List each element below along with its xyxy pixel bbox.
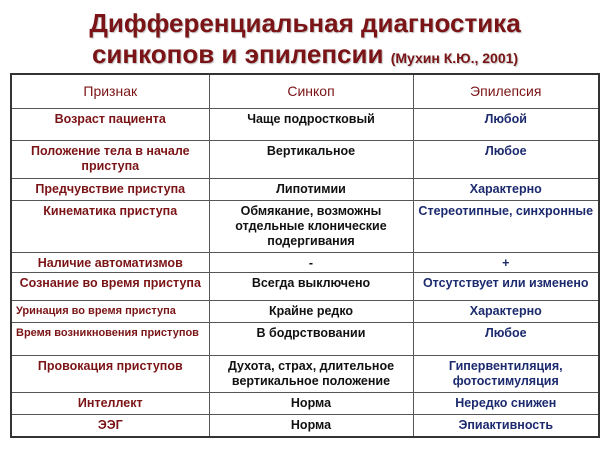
cell-syncope: Обмякание, возможны отдельные клонические подергивания (209, 201, 413, 253)
table-row (11, 140, 599, 178)
slide-title (0, 8, 610, 74)
cell-epilepsy: Любой (413, 108, 599, 140)
cell-sign: ЭЭГ (11, 415, 209, 437)
cell-epilepsy: Стереотипные, синхронные (413, 201, 599, 253)
cell-sign: Положение тела в начале приступа (11, 140, 209, 178)
cell-syncope: Крайне редко (209, 300, 413, 322)
cell-sign: Сознание во время приступа (11, 273, 209, 300)
table-row (11, 273, 599, 300)
header-epilepsy: Эпилепсия (413, 74, 599, 108)
cell-sign: Уринация во время приступа (11, 300, 209, 322)
title-line-1: Дифференциальная диагностика (89, 8, 521, 38)
cell-sign: Кинематика приступа (11, 201, 209, 253)
table-row (11, 355, 599, 392)
header-syncope: Синкоп (209, 74, 413, 108)
table-row (11, 322, 599, 355)
table-row (11, 108, 599, 140)
cell-epilepsy: Любое (413, 322, 599, 355)
cell-syncope: Липотимии (209, 178, 413, 200)
cell-syncope: Норма (209, 415, 413, 437)
cell-epilepsy: Отсутствует или изменено (413, 273, 599, 300)
cell-sign: Время возникновения приступов (11, 322, 209, 355)
title-citation: (Мухин К.Ю., 2001) (390, 50, 519, 66)
cell-syncope: Норма (209, 393, 413, 415)
title-line-2 (0, 39, 610, 74)
cell-sign: Наличие автоматизмов (11, 253, 209, 273)
cell-sign: Провокация приступов (11, 355, 209, 392)
table-row (11, 178, 599, 200)
cell-epilepsy: Эпиактивность (413, 415, 599, 437)
cell-epilepsy: Характерно (413, 178, 599, 200)
table-row (11, 201, 599, 253)
cell-epilepsy: Любое (413, 140, 599, 178)
cell-syncope: В бодрствовании (209, 322, 413, 355)
diagnosis-table (10, 73, 600, 438)
cell-syncope: Духота, страх, длительное вертикальное положение (209, 355, 413, 392)
cell-syncope: - (209, 253, 413, 273)
cell-syncope: Вертикальное (209, 140, 413, 178)
cell-sign: Возраст пациента (11, 108, 209, 140)
cell-epilepsy: Гипервентиляция, фотостимуляция (413, 355, 599, 392)
cell-epilepsy: + (413, 253, 599, 273)
table-row (11, 415, 599, 437)
cell-sign: Предчувствие приступа (11, 178, 209, 200)
table-row (11, 253, 599, 273)
cell-syncope: Всегда выключено (209, 273, 413, 300)
cell-syncope: Чаще подростковый (209, 108, 413, 140)
table-row (11, 393, 599, 415)
title-line-2-text: синкопов и эпилепсии (91, 39, 384, 69)
cell-epilepsy: Нередко снижен (413, 393, 599, 415)
table-row (11, 300, 599, 322)
cell-epilepsy: Характерно (413, 300, 599, 322)
table-header-row (11, 74, 599, 108)
header-sign: Признак (11, 74, 209, 108)
cell-sign: Интеллект (11, 393, 209, 415)
